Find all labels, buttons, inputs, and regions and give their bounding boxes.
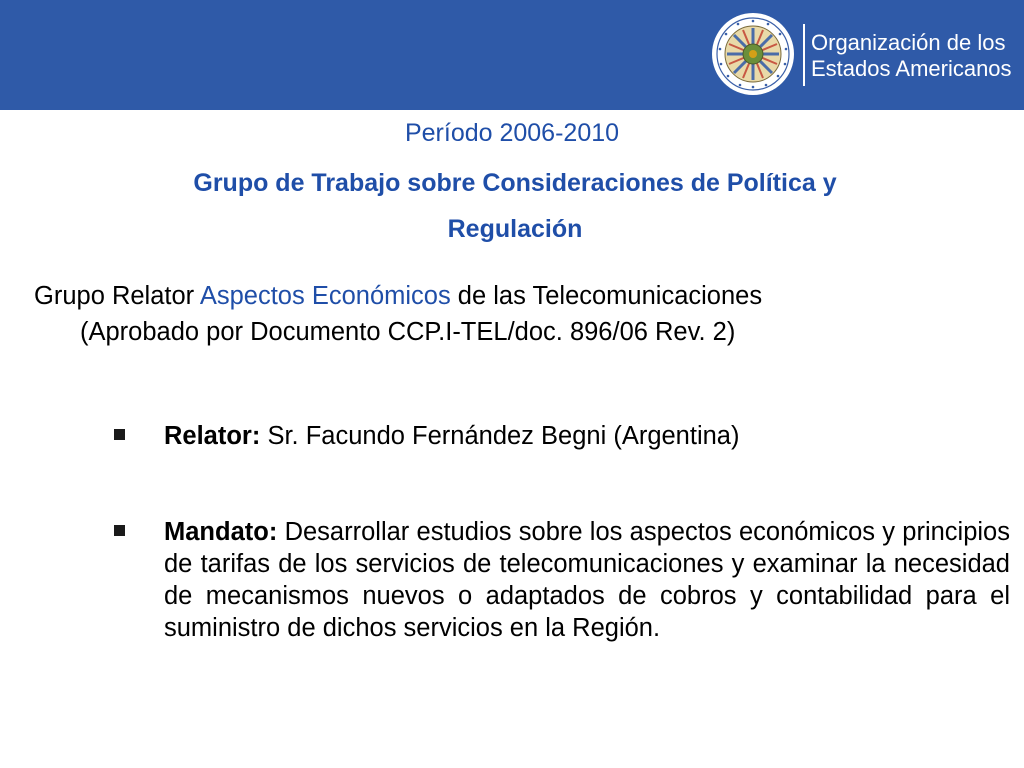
oas-logo [707, 8, 1012, 102]
group-prefix: Grupo Relator [34, 282, 200, 310]
bullet-relator-label: Relator: [164, 422, 261, 450]
group-suffix: de las Telecomunicaciones [450, 282, 763, 310]
square-bullet-icon [114, 429, 125, 440]
square-bullet-icon [114, 525, 125, 536]
org-name [811, 30, 1012, 82]
group-approval: (Aprobado por Documento CCP.I-TEL/doc. 896/06 Rev. 2) [80, 318, 736, 346]
bullet-relator-text [164, 420, 1010, 452]
bullet-relator-value: Sr. Facundo Fernández Begni (Argentina) [260, 422, 740, 450]
logo-divider [803, 24, 805, 86]
bullet-mandato-text [164, 516, 1010, 644]
oas-seal-icon [711, 12, 795, 96]
rapporteur-group [34, 278, 1014, 350]
bullet-mandato-label: Mandato: [164, 518, 278, 546]
working-group-title [60, 160, 970, 252]
org-name-line2: Estados Americanos [811, 56, 1012, 81]
working-group-title-line1: Grupo de Trabajo sobre Consideraciones de Política y [193, 169, 837, 197]
period-title: Período 2006-2010 [404, 119, 620, 147]
header-bar [0, 0, 1024, 110]
bullet-mandato-value: Desarrollar estudios sobre los aspectos económicos y principios de tarifas de los servicios de telecomunicaciones y examinar la necesidad de mecanismos nuevos o adaptados de cobros y contabilidad para el suministro de dichos servicios en la Región. [164, 518, 1010, 642]
group-highlight: Aspectos Económicos [199, 282, 451, 310]
working-group-title-line2: Regulación [447, 215, 583, 243]
org-name-line1: Organización de los [811, 30, 1006, 55]
